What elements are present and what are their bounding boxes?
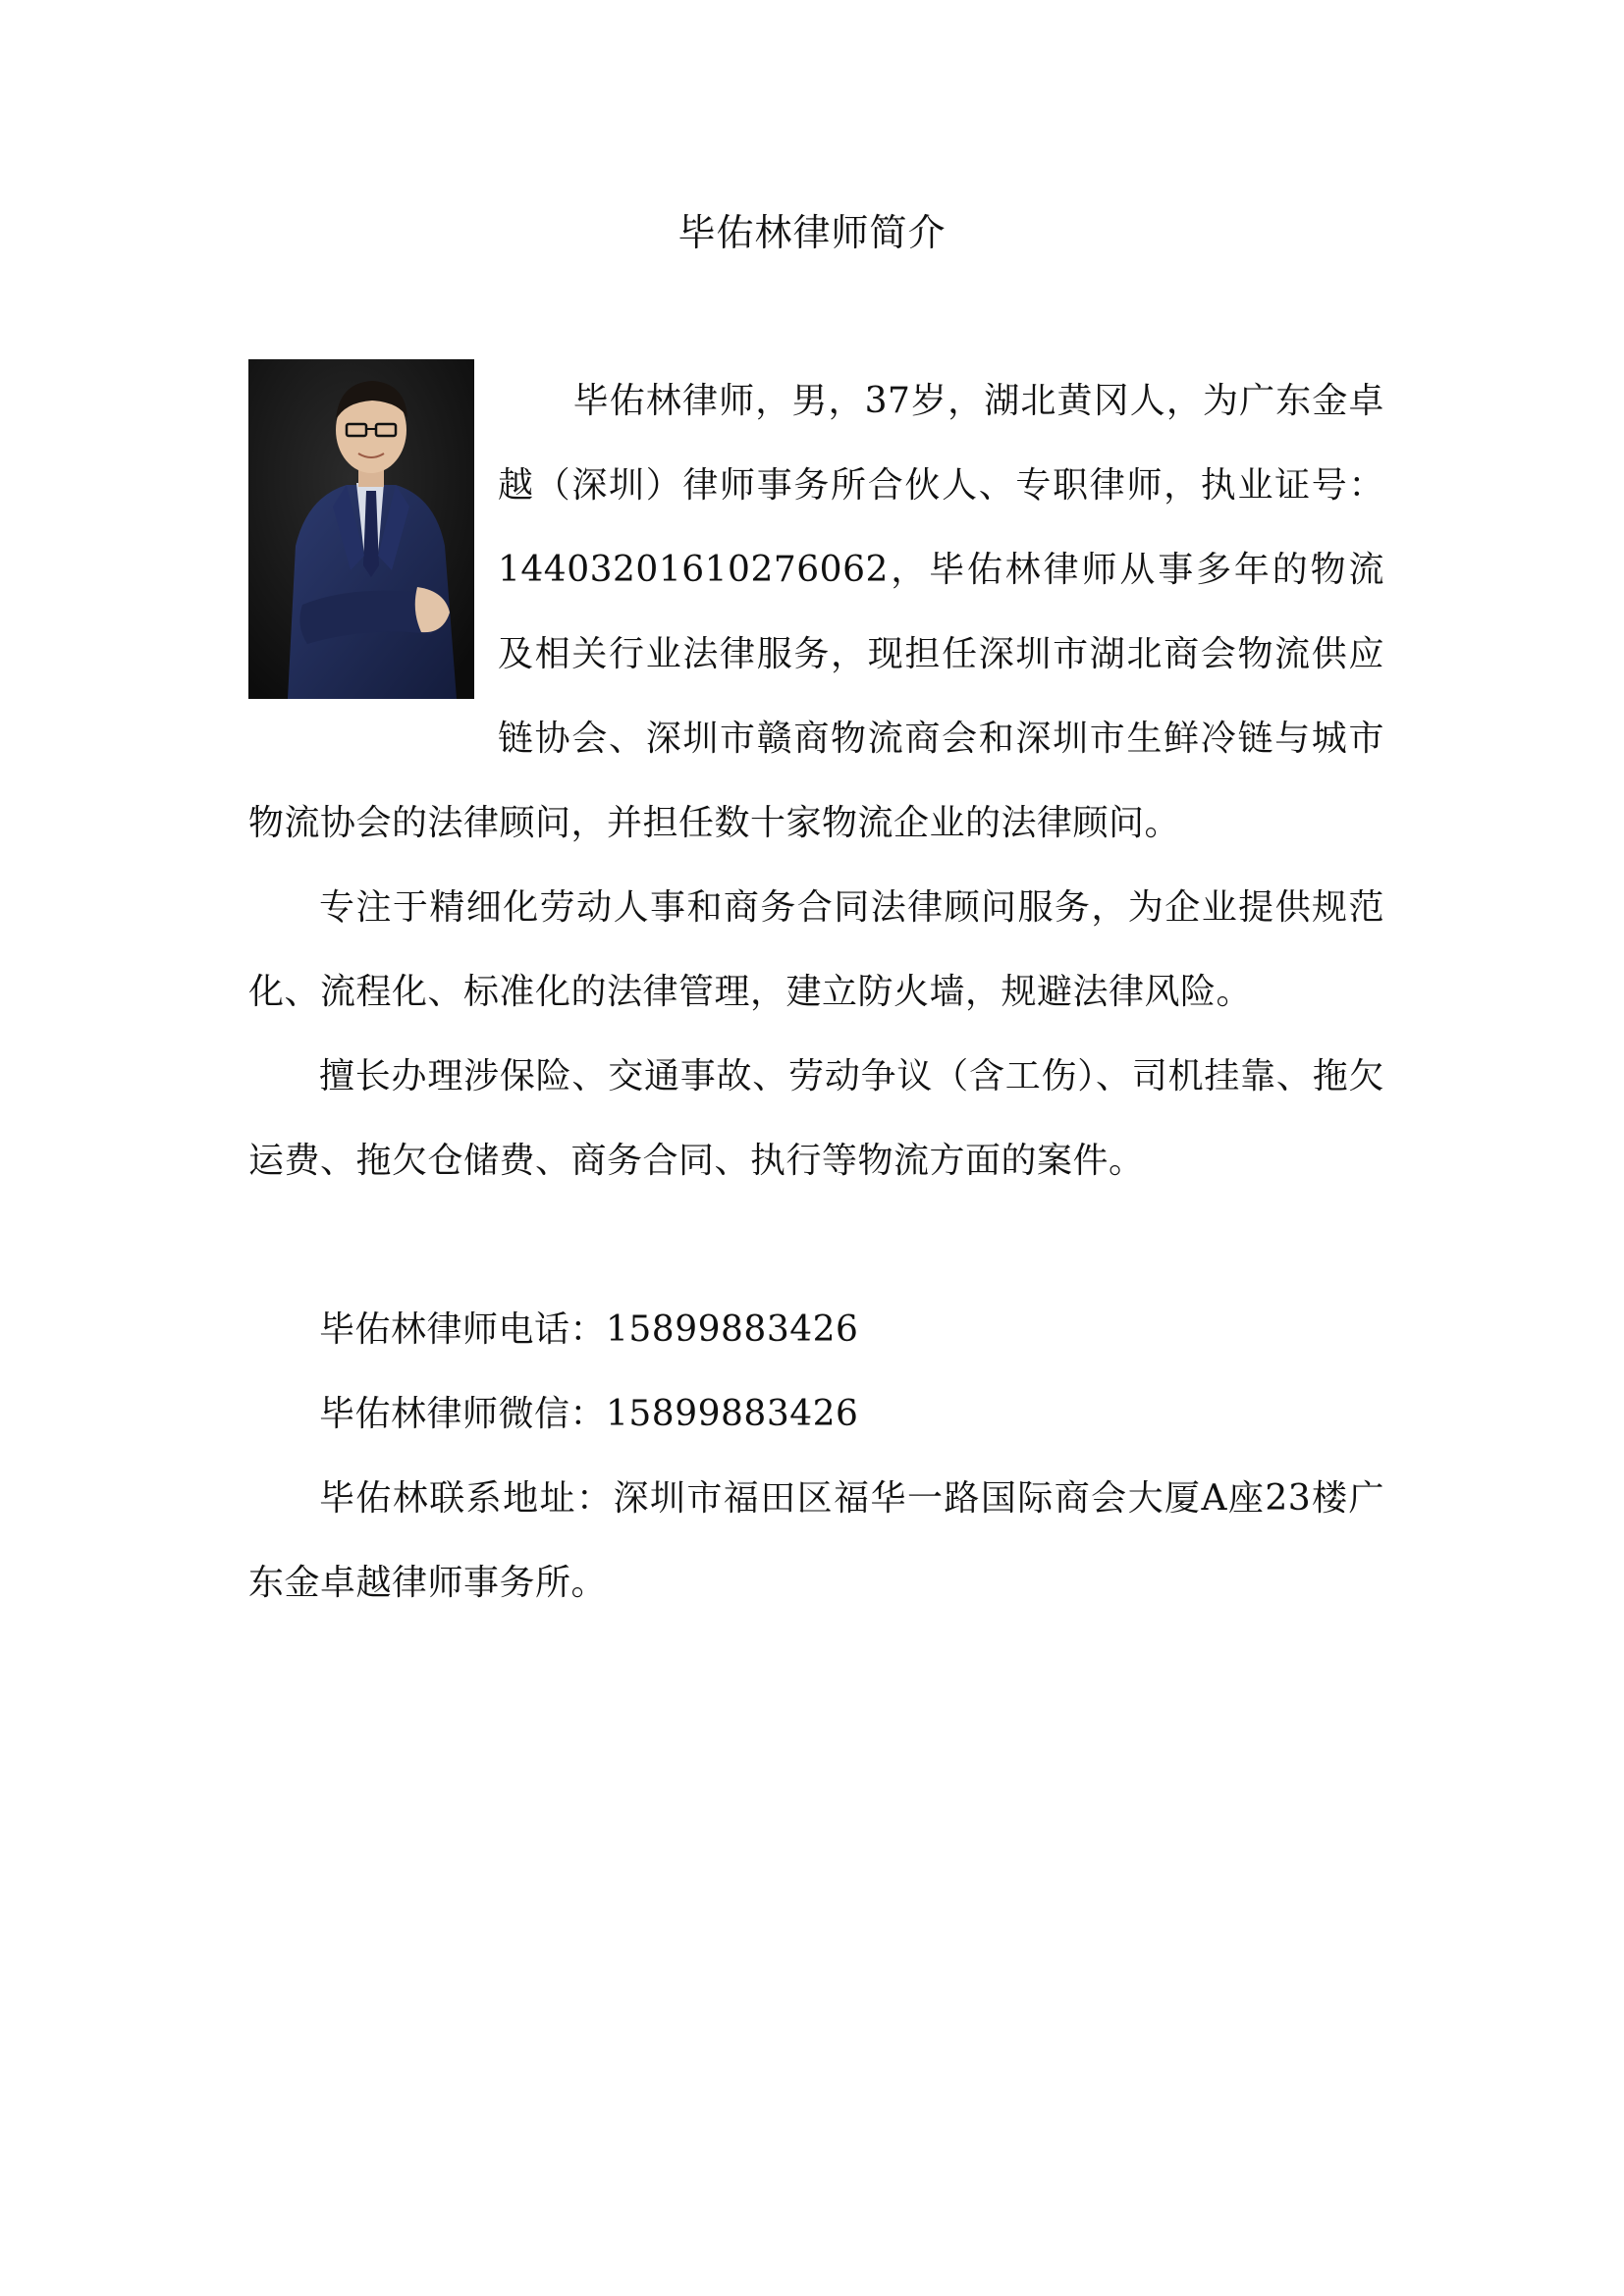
document-title: 毕佑林律师简介: [677, 211, 947, 254]
address-line: 毕佑林联系地址：深圳市福田区福华一路国际商会大厦A座23楼广东金卓越律师事务所。: [248, 1478, 1384, 1603]
phone-line: 毕佑林律师电话：15899883426: [319, 1309, 859, 1350]
focus-paragraph: 专注于精细化劳动人事和商务合同法律顾问服务，为企业提供规范化、流程化、标准化的法律管理，建立防火墙，规避法律风险。: [248, 887, 1384, 1012]
blank-line: [248, 1203, 1384, 1288]
document-body: [248, 359, 1384, 1626]
expertise-paragraph: 擅长办理涉保险、交通事故、劳动争议（含工伤）、司机挂靠、拖欠运费、拖欠仓储费、商务合同、执行等物流方面的案件。: [248, 1056, 1384, 1181]
wechat-line: 毕佑林律师微信：15899883426: [319, 1394, 859, 1434]
portrait-photo: [248, 359, 474, 699]
intro-text: 毕佑林律师，男，37岁，湖北黄冈人，为广东金卓越（深圳）律师事务所合伙人、专职律师，执业证号：14403201610276062，毕佑林律师从事多年的物流及相关行业法律服务，现担任深圳市湖北商会物流供应链协会、深圳市赣商物流商会和深圳市生鲜冷链与城市物流协会的法律顾问，并担任数十家物流企业的法律顾问。: [248, 381, 1384, 843]
